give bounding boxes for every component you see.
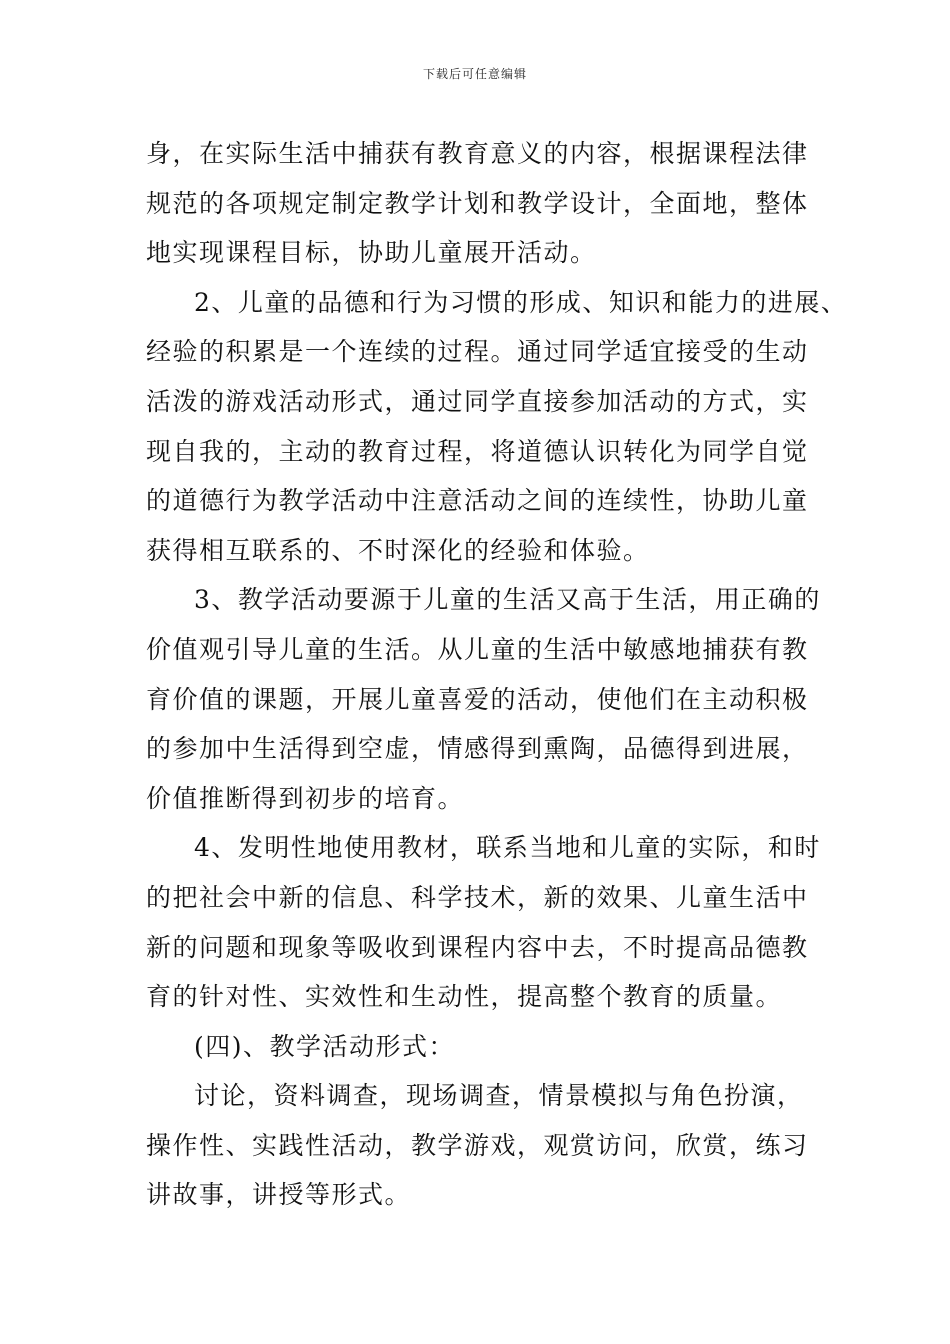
text-line: 育价值的课题，开展儿童喜爱的活动，使他们在主动积极 — [146, 684, 809, 714]
text-line: 价值推断得到初步的培育。 — [146, 783, 465, 813]
paragraph-start-line: 3、教学活动要源于儿童的生活又高于生活，用正确的 — [194, 585, 821, 615]
text-line: 操作性、实践性活动，教学游戏，观赏访问，欣赏，练习 — [146, 1130, 809, 1160]
text-line: 获得相互联系的、不时深化的经验和体验。 — [146, 535, 650, 565]
text-line: 新的问题和现象等吸收到课程内容中去，不时提高品德教 — [146, 932, 809, 962]
paragraph-start-line: 4、发明性地使用教材，联系当地和儿童的实际，和时 — [194, 833, 821, 863]
text-line: 的把社会中新的信息、科学技术，新的效果、儿童生活中 — [146, 882, 809, 912]
paragraph-start-line: 讨论，资料调查，现场调查，情景模拟与角色扮演， — [194, 1081, 804, 1111]
body-text — [146, 129, 848, 1220]
text-line: 价值观引导儿童的生活。从儿童的生活中敏感地捕获有教 — [146, 634, 809, 664]
page-header: 下载后可任意编辑 — [422, 67, 527, 81]
text-line: 身，在实际生活中捕获有教育意义的内容，根据课程法律 — [146, 139, 809, 168]
text-line: 经验的积累是一个连续的过程。通过同学适宜接受的生动 — [146, 337, 809, 367]
text-line: 规范的各项规定制定教学计划和教学设计，全面地，整体 — [146, 188, 809, 218]
text-line: 讲故事，讲授等形式。 — [146, 1180, 412, 1210]
text-line: 活泼的游戏活动形式，通过同学直接参加活动的方式，实 — [146, 386, 809, 416]
section-heading: (四)、教学活动形式： — [194, 1031, 456, 1061]
text-line: 现自我的，主动的教育过程，将道德认识转化为同学自觉 — [146, 436, 809, 466]
text-line: 地实现课程目标，协助儿童展开活动。 — [146, 238, 597, 268]
text-line: 的道德行为教学活动中注意活动之间的连续性，协助儿童 — [146, 486, 809, 516]
text-line: 的参加中生活得到空虚，情感得到熏陶，品德得到进展， — [146, 734, 809, 764]
paragraph-start-line: 2、儿童的品德和行为习惯的形成、知识和能力的进展、 — [194, 287, 848, 317]
text-line: 育的针对性、实效性和生动性，提高整个教育的质量。 — [146, 982, 783, 1012]
